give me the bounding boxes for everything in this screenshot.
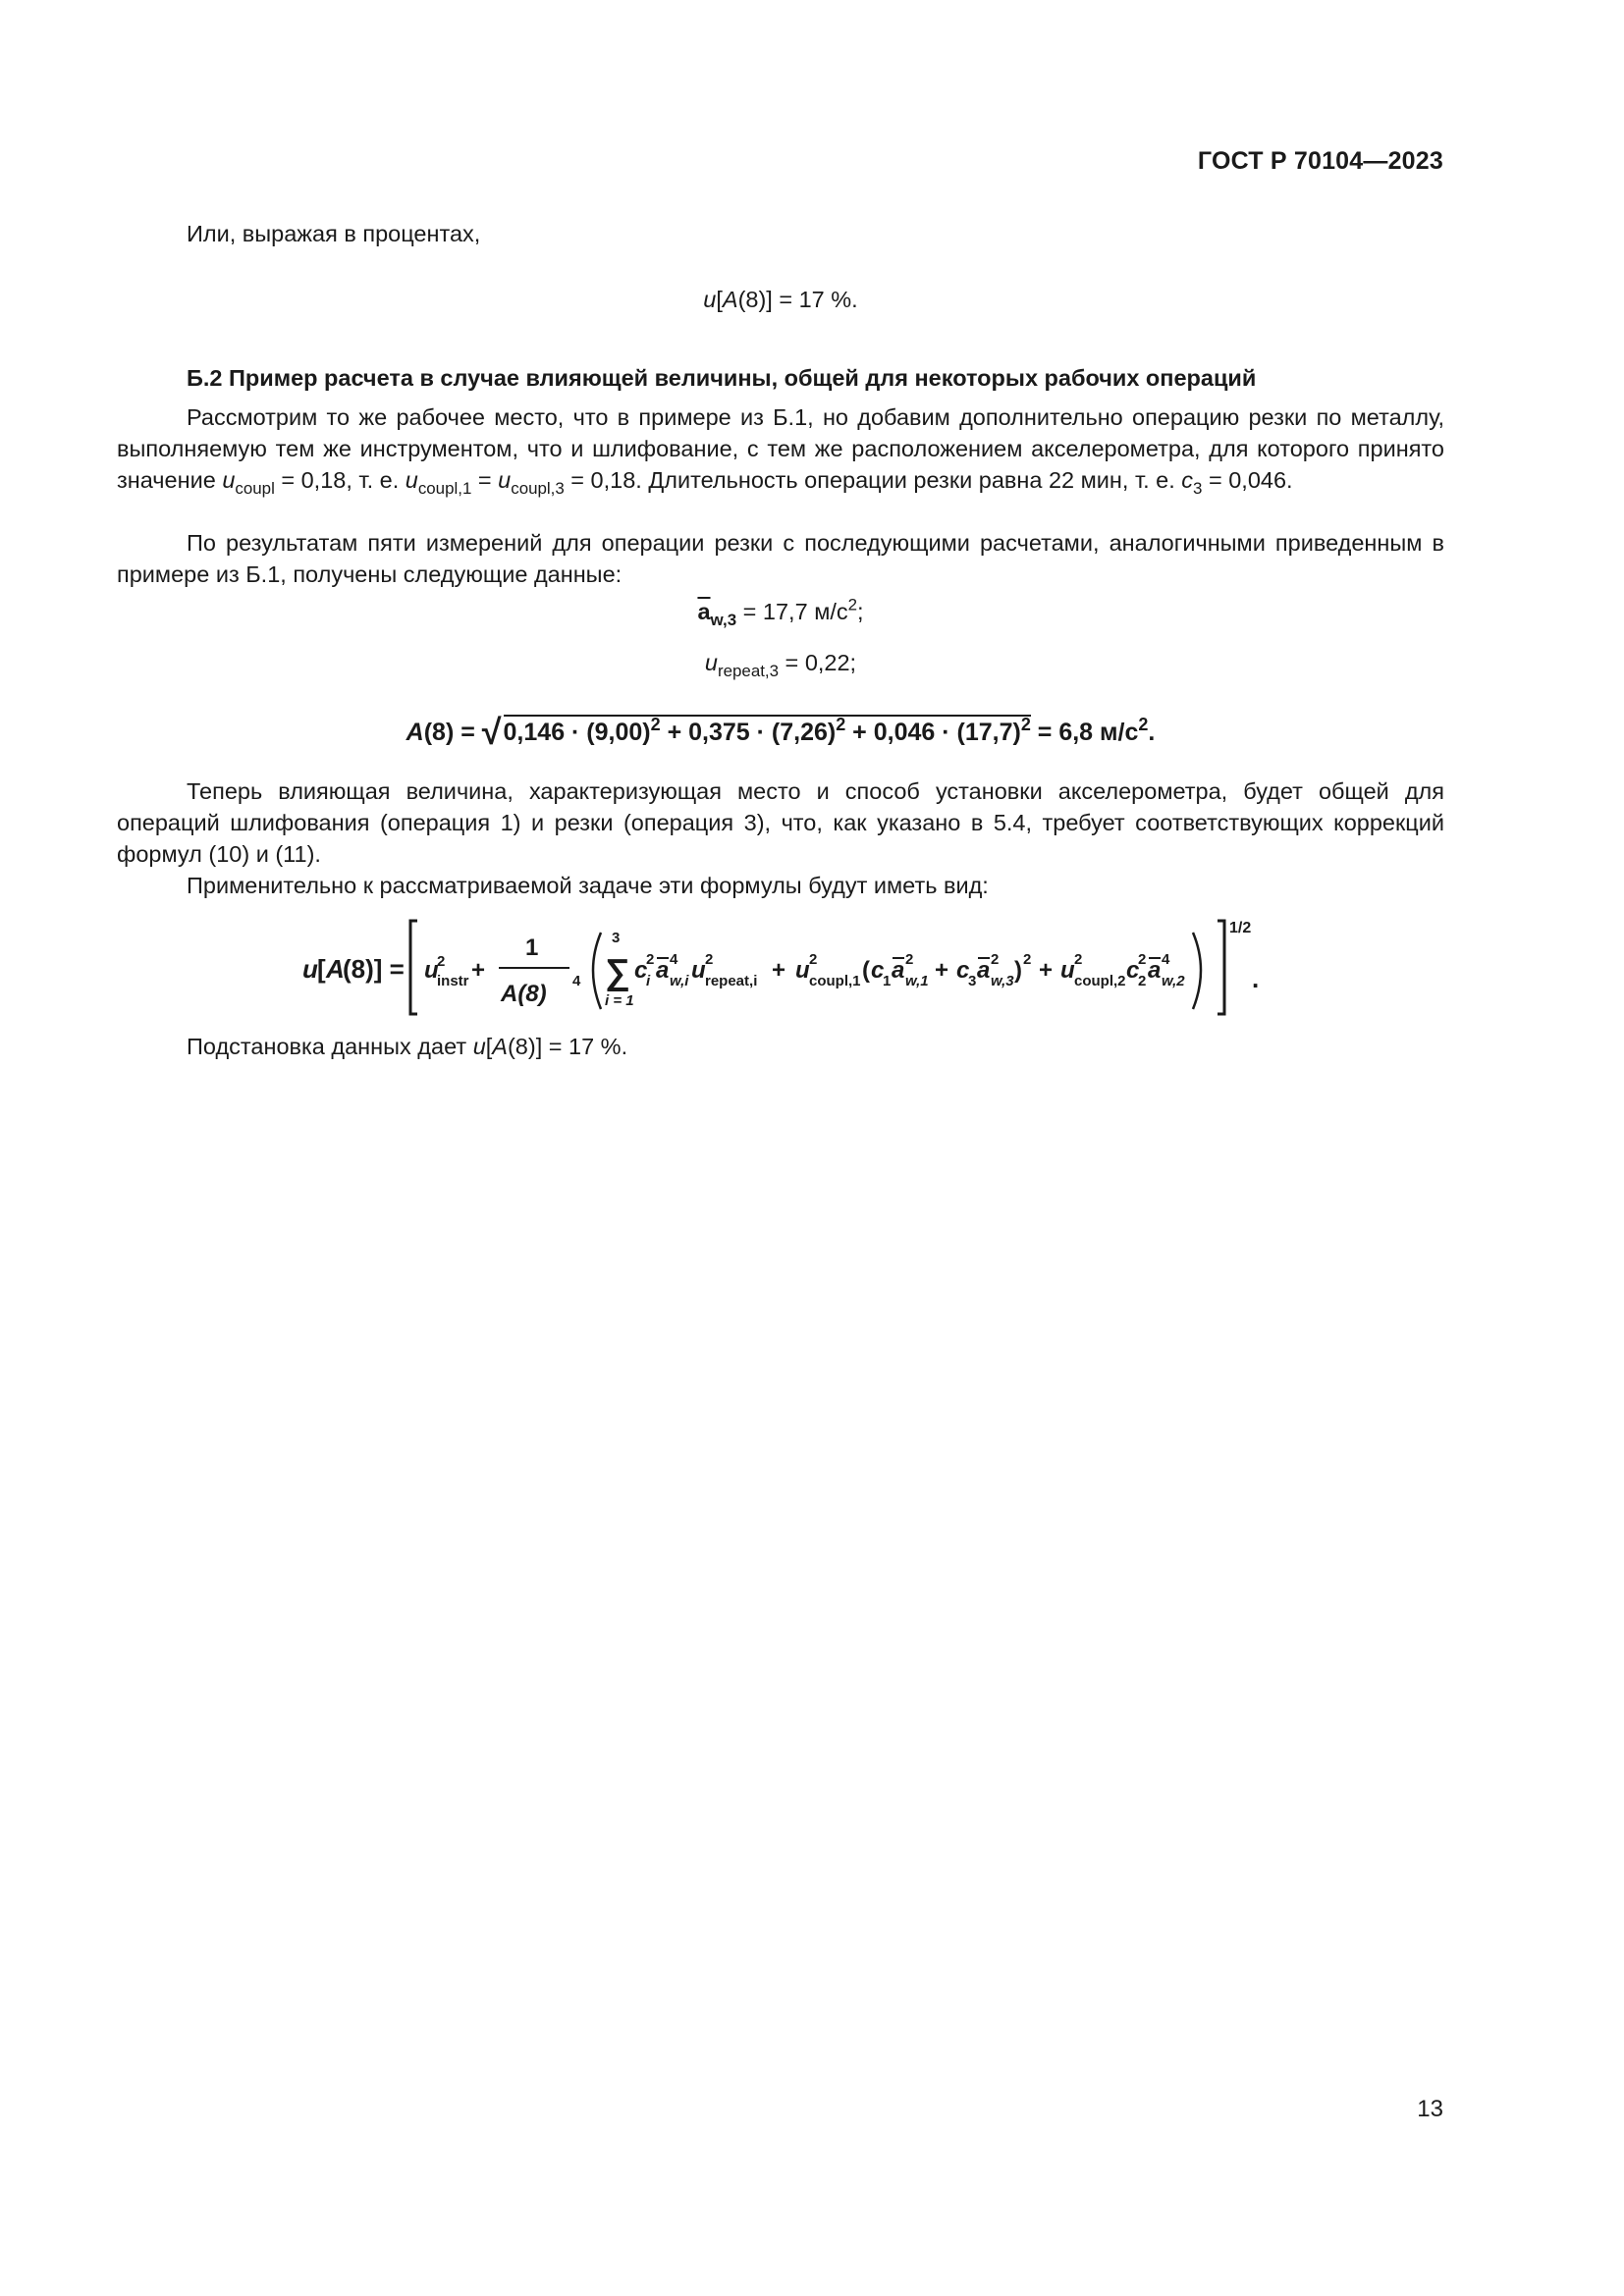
p5-text-b: (8)] = 17 %. (507, 1034, 628, 1059)
equation-a-w3 (117, 595, 1444, 629)
svg-text:c: c (1126, 957, 1140, 984)
sub-w3: w,3 (710, 610, 737, 629)
svg-text:2: 2 (905, 951, 914, 968)
formula-plus: + (471, 957, 486, 984)
p1-text-e: = 0,046. (1202, 467, 1293, 493)
eq3-result: = 6,8 м/с (1030, 719, 1139, 746)
svg-text:4: 4 (670, 951, 678, 968)
formula-sub-coupl2: coupl,2 (1074, 973, 1126, 989)
sub-repeat3: repeat,3 (717, 661, 780, 680)
symbol-a-bar: $\overline{a}$ (697, 599, 711, 624)
svg-text:a: a (656, 957, 670, 984)
svg-text:w,2: w,2 (1162, 973, 1185, 989)
sqrt-icon: √ (481, 712, 502, 752)
equation-a8 (117, 712, 1444, 753)
eq2-value: = 0,22; (779, 650, 857, 675)
eq3-term-2: + 0,375 · (7,26) (660, 719, 837, 746)
svg-text:a: a (1148, 957, 1162, 984)
big-bracket-right (1218, 921, 1224, 1014)
svg-text:4: 4 (1162, 951, 1170, 968)
svg-text:u: u (1060, 957, 1075, 984)
svg-text:2: 2 (1138, 951, 1147, 968)
svg-text:2: 2 (1138, 973, 1147, 989)
svg-text:c: c (956, 957, 970, 984)
paragraph-5 (117, 1031, 1444, 1062)
symbol-u: u (704, 650, 718, 675)
formula-sub-coupl1: coupl,1 (809, 973, 861, 989)
paren-right (1193, 933, 1201, 1009)
symbol-u: u (498, 467, 512, 493)
formula-sub-instr: instr (437, 973, 469, 989)
svg-text:c: c (871, 957, 885, 984)
sup-2: 2 (650, 715, 661, 735)
bracket-open: [ (485, 1034, 493, 1059)
symbol-u: u (405, 467, 418, 493)
svg-text:2: 2 (646, 951, 655, 968)
svg-text:i: i (646, 973, 651, 989)
symbol-u: u (703, 287, 717, 312)
svg-text:u: u (691, 957, 706, 984)
p1-text-a: Рассмотрим то же рабочее место, что в примере из Б.1, но добавим дополнительно операцию резки по металлу, выполняемую тем же инструментом, что и шлифование, с тем же расположением акселерометра, для которого принято значение (117, 404, 1444, 493)
svg-text:w,3: w,3 (991, 973, 1014, 989)
uncertainty-formula (285, 911, 1286, 1029)
svg-text:2: 2 (437, 953, 446, 970)
svg-text:): ) (1014, 957, 1022, 984)
svg-text:2: 2 (991, 951, 1000, 968)
paragraph-3: Теперь влияющая величина, характеризующая место и способ установки акселерометра, будет общей для операций шлифования (операция 1) и резки (операция 3), что, как указано в 5.4, требует соответствующих коррекций формул (10) и (11). (117, 778, 1444, 867)
p5-text-a: Подстановка данных дает (187, 1034, 473, 1059)
sup-2: 2 (836, 715, 846, 735)
formula-a: A (326, 954, 345, 984)
sum-icon: ∑ (605, 951, 630, 991)
eq3-term-3: + 0,046 · (17,7) (845, 719, 1021, 746)
page-number: 13 (1417, 2096, 1443, 2122)
sub-coupl3: coupl,3 (511, 478, 565, 498)
svg-text:c: c (634, 957, 648, 984)
document-id: ГОСТ Р 70104—2023 (1197, 147, 1443, 175)
p1-text-c: = (471, 467, 499, 493)
svg-text:w,i: w,i (670, 973, 689, 989)
svg-text:+: + (935, 957, 949, 984)
formula-u: u (302, 954, 318, 984)
formula-lhs-tail: (8)] = (343, 954, 405, 984)
svg-text:1: 1 (883, 973, 892, 989)
symbol-a: A (722, 287, 738, 312)
svg-text:2: 2 (809, 951, 818, 968)
paragraph-1 (117, 401, 1444, 496)
sup-2: 2 (1138, 715, 1149, 735)
svg-text:3: 3 (968, 973, 977, 989)
bracket-open: [ (716, 287, 723, 312)
sub-coupl: coupl (235, 478, 275, 498)
eq1-end: ; (857, 599, 864, 624)
symbol-u: u (472, 1034, 486, 1059)
svg-text:2: 2 (1023, 951, 1032, 968)
big-bracket-left (410, 921, 417, 1014)
sum-lower: i = 1 (605, 992, 634, 1009)
sup-2: 2 (1020, 715, 1031, 735)
svg-text:a: a (892, 957, 905, 984)
radicand (504, 715, 1031, 747)
symbol-c: c (1181, 467, 1194, 493)
section-title: Б.2 Пример расчета в случае влияющей величины, общей для некоторых рабочих операций (187, 365, 1257, 391)
formula-bracket: [ (317, 954, 326, 984)
svg-text:.: . (1252, 964, 1260, 993)
formula-u-instr: u (424, 957, 439, 984)
eq3-eq: (8) = (423, 719, 482, 746)
svg-text:+: + (772, 957, 786, 984)
equation-u-repeat3 (117, 650, 1444, 680)
paragraph-2: По результатам пяти измерений для операции резки с последующими расчетами, аналогичными приведенным в примере из Б.1, получены следующие данные: (117, 530, 1444, 587)
paren-left (593, 933, 601, 1009)
symbol-a: A (492, 1034, 508, 1059)
svg-text:a: a (977, 957, 991, 984)
eq3-end: . (1148, 719, 1156, 746)
eq1-value: = 17,7 м/с (736, 599, 848, 624)
p1-text-d: = 0,18. Длительность операции резки равна 22 мин, т. е. (564, 467, 1182, 493)
symbol-u: u (222, 467, 236, 493)
svg-text:2: 2 (1074, 951, 1083, 968)
svg-text:u: u (795, 957, 810, 984)
eq3-term-1: 0,146 · (9,00) (503, 719, 651, 746)
fraction-power: 4 (572, 973, 581, 989)
intro-text: Или, выражая в процентах, (187, 221, 481, 246)
sub-coupl1: coupl,1 (417, 478, 472, 498)
sum-upper: 3 (612, 930, 621, 946)
formula-percent (117, 287, 1444, 313)
symbol-a: A (406, 719, 424, 746)
sub-3: 3 (1193, 478, 1203, 498)
paragraph-4: Применительно к рассматриваемой задаче эти формулы будут иметь вид: (187, 873, 989, 898)
svg-text:2: 2 (705, 951, 714, 968)
p1-text-b: = 0,18, т. е. (274, 467, 406, 493)
svg-text:+: + (1039, 957, 1054, 984)
formula-power-half: 1/2 (1229, 920, 1252, 936)
formula-tail: (8)] = 17 %. (737, 287, 858, 312)
formula-sub-repeat: repeat,i (705, 973, 758, 989)
svg-text:w,1: w,1 (905, 973, 929, 989)
fraction-numerator: 1 (525, 934, 539, 961)
fraction-denominator: A(8) (501, 981, 547, 1007)
svg-text:(: ( (862, 957, 870, 984)
sup-2: 2 (847, 595, 858, 614)
